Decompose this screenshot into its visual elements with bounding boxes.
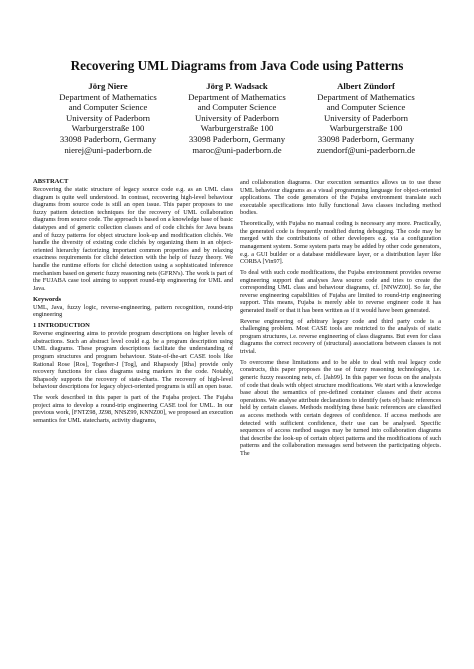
author-line: and Computer Science: [326, 102, 406, 113]
keywords-heading: Keywords: [33, 295, 62, 303]
introduction-heading: 1 INTRODUCTION: [33, 322, 90, 330]
intro-paragraph: Reverse engineering aims to provide program descriptions on higher levels of abstractions. Such an abstract level could e.g. be a program description using UML diagrams. These program descriptions facilitate the understanding of program structures and program behaviour. State-of-the-art CASE tools like Rational Rose [Ros], Together-J [Tog], and Rhapsody [Rha] provide only recovery functions for class diagrams using markers in the code. Notably, Rhapsody supports the recovery of state-charts. The recovery of high-level behaviour descriptions for legacy object-oriented programs is still an open issue.: [33, 330, 233, 391]
author-line: Warburgerstraße 100: [200, 123, 274, 134]
author-line: University of Paderborn: [324, 112, 408, 123]
body-paragraph: To deal with such code modifications, the Fujaba environment provides reverse engineering support that analyses Java source code and tries to create the corresponding UML class and behaviour diagrams, cf. [NNWZ00]. So far, the reverse engineering capabilities of Fujaba are limited to round-trip engineering support. This means, Fujaba is merely able to reverse engineer code it has generated itself or that it has been written as if it would have been generated.: [240, 268, 441, 314]
author-line: and Computer Science: [68, 102, 148, 113]
paper-title: Recovering UML Diagrams from Java Code using Patterns: [70, 58, 404, 73]
body-paragraph: To overcome these limitations and to be able to deal with real legacy code constructs, this paper proposes the use of fuzzy reasoning technologies, i.e. generic fuzzy reasoning nets, cf. [Jah99]. In this paper we focus on the analysis of code that deals with object structure modifications. We start with a knowledge base about the semantics of pre-defined container classes and their access operations. We analyse attribute declarations to identify (sets of) basic references held by certain classes. Methods modifying these basic references are classified as access methods with certain degrees of confidence. If access methods are detected with sufficient confidence, their use can be analysed. Specific sequences of access method usages may be turned into collaboration diagrams that describe the look-up of certain object patterns and the modifications of such patterns and the collaboration messages send between the participating objects. The: [240, 358, 441, 457]
author-name: Albert Zündorf: [337, 81, 395, 91]
author-block-2: [162, 81, 312, 155]
author-email: maroc@uni-paderborn.de: [192, 144, 282, 155]
left-column: [33, 178, 233, 428]
intro-paragraph: The work described in this paper is part of the Fujaba project. The Fujaba project aims to develop a round-trip engineering CASE tool for UML. In our previous work, [FNTZ98, JZ98, NNSZ99, KNNZ00], we proposed an execution semantics for UML statecharts, activity diagrams,: [33, 394, 233, 424]
abstract-heading: ABSTRACT: [33, 178, 69, 185]
author-line: Department of Mathematics: [317, 91, 415, 102]
author-line: 33098 Paderborn, Germany: [59, 133, 157, 144]
author-block-3: [291, 81, 441, 155]
author-line: University of Paderborn: [66, 112, 150, 123]
keywords-text: UML, Java, fuzzy logic, reverse-engineering, pattern recognition, round-trip engineering: [33, 303, 233, 319]
author-name: Jörg Niere: [88, 81, 128, 91]
author-line: 33098 Paderborn, Germany: [188, 133, 286, 144]
body-paragraph: Reverse engineering of arbitrary legacy code and third party code is a challenging problem. Most CASE tools are restricted to the analysis of static program structures, i.e. reverse engineering of class diagrams. But even for class diagrams the correct recovery of (structural) associations between classes is not trivial.: [240, 317, 441, 356]
body-paragraph: and collaboration diagrams. Our execution semantics allows us to use these UML behaviour diagrams as a visual programming language for object-oriented applications. The code generators of the Fujaba environment translate such executable specifications into fully functional Java classes including method bodies.: [240, 179, 441, 217]
author-email: zuendorf@uni-paderborn.de: [316, 144, 416, 155]
author-line: University of Paderborn: [195, 112, 279, 123]
author-line: 33098 Paderborn, Germany: [317, 133, 415, 144]
right-column: [240, 179, 441, 461]
abstract-text: Recovering the static structure of legacy source code e.g. as an UML class diagram is quite well understood. In contrast, recovering high-level behaviour diagrams from source code is still an open issue. This paper proposes to use fuzzy pattern detection techniques for the recovery of UML collaboration diagrams from source code. The approach is based on a knowledge base of basic datatypes and of generic collection classes and of code clichés for Java beans and of fuzzy patterns for object structure look-up and modification clichés. We handle the diversity of existing code clichés by organizing them in an object-oriented hierarchy factorizing important common properties and by relaxing exactness requirements for cliché detection with the help of fuzzy theory. We handle the runtime efforts for cliché detection using a sophisticated inference mechanism based on generic fuzzy reasoning nets (GFRN's). The work is part of the FUJABA case tool aiming to support round-trip engineering for UML and Java.: [33, 186, 233, 292]
author-line: Warburgerstraße 100: [71, 123, 145, 134]
author-line: Department of Mathematics: [59, 91, 157, 102]
author-line: and Computer Science: [197, 102, 277, 113]
author-name: Jörg P. Wadsack: [206, 81, 268, 91]
body-paragraph: Theoretically, with Fujaba no manual coding is necessary any more. Practically, the generated code is frequently modified during debugging. The code may be merged with the contributions of other developers e.g. via a configuration management system. Some system parts may be added by other code generators, e.g. a GUI builder or a database middleware layer, or a distribution layer like CORBA [Vin97].: [240, 220, 441, 266]
author-line: Department of Mathematics: [188, 91, 286, 102]
author-line: Warburgerstraße 100: [329, 123, 403, 134]
author-email: nierej@uni-paderborn.de: [64, 144, 152, 155]
author-block-1: [33, 81, 183, 155]
